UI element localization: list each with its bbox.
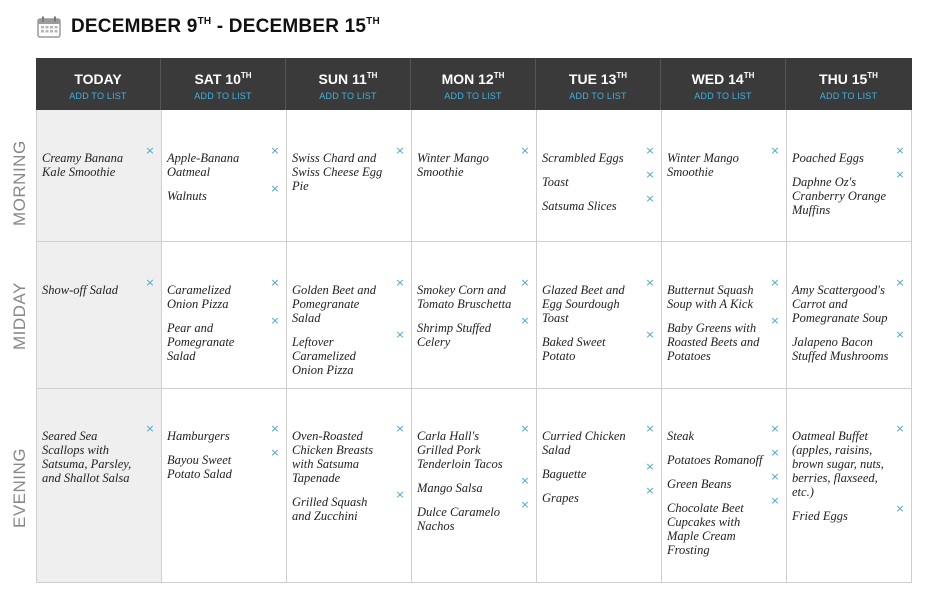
- title-sup-end: TH: [366, 16, 380, 27]
- page-title: [71, 16, 380, 38]
- remove-icon[interactable]: ×: [645, 484, 655, 497]
- meal-cell-morning: [412, 110, 537, 241]
- meal-item-label: Poached Eggs: [792, 151, 864, 165]
- meal-item[interactable]: [292, 328, 405, 377]
- remove-icon[interactable]: ×: [770, 470, 780, 483]
- meal-item-label: Leftover Caramelized Onion Pizza: [292, 335, 356, 377]
- remove-icon[interactable]: ×: [145, 144, 155, 157]
- remove-icon[interactable]: ×: [520, 144, 530, 157]
- calendar-icon: [37, 16, 61, 38]
- meal-cell-evening: [537, 389, 662, 582]
- remove-icon[interactable]: ×: [645, 144, 655, 157]
- title-start: DECEMBER 9: [71, 16, 198, 37]
- meal-item[interactable]: [792, 328, 905, 363]
- remove-icon[interactable]: ×: [270, 182, 280, 195]
- meal-item[interactable]: [417, 314, 530, 349]
- meal-item-label: Golden Beet and Pomegranate Salad: [292, 283, 377, 325]
- meal-item[interactable]: [667, 422, 780, 443]
- meal-item-label: Amy Scattergood's Carrot and Pomegranate Soup: [792, 283, 888, 325]
- meal-item-label: Caramelized Onion Pizza: [167, 283, 231, 311]
- remove-icon[interactable]: ×: [395, 144, 405, 157]
- meal-item-label: Smokey Corn and Tomato Bruschetta: [417, 283, 512, 311]
- meal-grid: [36, 110, 912, 583]
- meal-item[interactable]: [542, 484, 655, 505]
- day-name-text: SUN 11: [318, 71, 367, 87]
- meal-cell-morning: [162, 110, 287, 241]
- day-name: [36, 68, 160, 87]
- meal-item-label: Grilled Squash and Zucchini: [292, 495, 368, 523]
- meal-item-label: Butternut Squash Soup with A Kick: [667, 283, 754, 311]
- remove-icon[interactable]: ×: [895, 168, 905, 181]
- remove-icon[interactable]: ×: [770, 276, 780, 289]
- remove-icon[interactable]: ×: [395, 488, 405, 501]
- meal-item[interactable]: [292, 276, 405, 325]
- meal-item[interactable]: [167, 314, 280, 363]
- meal-item-label: Jalapeno Bacon Stuffed Mushrooms: [792, 335, 889, 363]
- remove-icon[interactable]: ×: [395, 328, 405, 341]
- remove-icon[interactable]: ×: [145, 422, 155, 435]
- day-name: [786, 68, 911, 87]
- meal-item[interactable]: [417, 276, 530, 311]
- day-header: [536, 58, 661, 110]
- meal-cell-evening: [787, 389, 912, 582]
- meal-row-morning: [37, 110, 912, 241]
- meal-item[interactable]: [542, 192, 655, 213]
- meal-item-label: Baked Sweet Potato: [542, 335, 606, 363]
- remove-icon[interactable]: ×: [770, 422, 780, 435]
- remove-icon[interactable]: ×: [270, 446, 280, 459]
- remove-icon[interactable]: ×: [520, 474, 530, 487]
- meal-item[interactable]: [292, 422, 405, 485]
- title-sup-start: TH: [197, 16, 212, 27]
- title-end: - DECEMBER 15: [211, 16, 367, 37]
- meal-item-label: Winter Mango Smoothie: [417, 151, 489, 179]
- remove-icon[interactable]: ×: [895, 144, 905, 157]
- meal-item[interactable]: [667, 494, 780, 557]
- day-name: [161, 68, 285, 87]
- meal-row-evening: [37, 388, 912, 582]
- meal-item-label: Carla Hall's Grilled Pork Tenderloin Tacos: [417, 429, 503, 471]
- meal-item-label: Steak: [667, 429, 695, 443]
- meal-item[interactable]: [667, 314, 780, 363]
- remove-icon[interactable]: ×: [270, 314, 280, 327]
- day-header: [161, 58, 286, 110]
- meal-cell-midday: [412, 242, 537, 388]
- add-to-list-link[interactable]: ADD TO LIST: [194, 91, 252, 101]
- remove-icon[interactable]: ×: [770, 494, 780, 507]
- meal-item-label: Winter Mango Smoothie: [667, 151, 739, 179]
- row-label-evening: EVENING: [10, 447, 29, 528]
- meal-item-label: Seared Sea Scallops with Satsuma, Parsley, and Shallot Salsa: [42, 429, 132, 485]
- meal-item[interactable]: [417, 422, 530, 471]
- meal-item[interactable]: [542, 328, 655, 363]
- add-to-list-link[interactable]: ADD TO LIST: [694, 91, 752, 101]
- remove-icon[interactable]: ×: [520, 498, 530, 511]
- meal-cell-morning: [662, 110, 787, 241]
- meal-item[interactable]: [792, 144, 905, 165]
- day-header: [661, 58, 786, 110]
- day-name-suffix: TH: [616, 71, 628, 80]
- day-header: [286, 58, 411, 110]
- meal-item[interactable]: [792, 276, 905, 325]
- meal-item[interactable]: [542, 144, 655, 165]
- remove-icon[interactable]: ×: [645, 422, 655, 435]
- day-name-suffix: TH: [867, 71, 878, 80]
- day-name-text: THU 15: [819, 71, 868, 87]
- remove-icon[interactable]: ×: [395, 276, 405, 289]
- meal-item-label: Curried Chicken Salad: [542, 429, 626, 457]
- meal-item[interactable]: [42, 422, 155, 485]
- meal-item-label: Pear and Pomegranate Salad: [167, 321, 235, 363]
- day-name-suffix: TH: [493, 71, 505, 80]
- meal-item[interactable]: [667, 470, 780, 491]
- meal-cell-morning: [287, 110, 412, 241]
- meal-item[interactable]: [292, 144, 405, 193]
- row-label-morning: MORNING: [10, 140, 29, 226]
- meal-item-label: Creamy Banana Kale Smoothie: [42, 151, 124, 179]
- day-name-suffix: TH: [240, 71, 252, 80]
- meal-item[interactable]: [667, 144, 780, 179]
- meal-cell-midday: [287, 242, 412, 388]
- day-name-suffix: TH: [366, 71, 378, 80]
- meal-item-label: Mango Salsa: [417, 481, 483, 495]
- add-to-list-link[interactable]: ADD TO LIST: [569, 91, 627, 101]
- remove-icon[interactable]: ×: [520, 276, 530, 289]
- remove-icon[interactable]: ×: [645, 168, 655, 181]
- meal-item[interactable]: [417, 474, 530, 495]
- meal-cell-midday: [787, 242, 912, 388]
- remove-icon[interactable]: ×: [895, 328, 905, 341]
- meal-item[interactable]: [667, 446, 780, 467]
- day-header: [36, 58, 161, 110]
- meal-cell-midday: [37, 242, 162, 388]
- meal-item-label: Baby Greens with Roasted Beets and Potatoes: [667, 321, 760, 363]
- meal-item[interactable]: [542, 460, 655, 481]
- meal-cell-evening: [662, 389, 787, 582]
- meal-item-label: Hamburgers: [167, 429, 230, 443]
- meal-planner: [36, 58, 912, 583]
- day-header: [411, 58, 536, 110]
- meal-item[interactable]: [542, 168, 655, 189]
- day-name-text: MON 12: [441, 71, 494, 87]
- remove-icon[interactable]: ×: [895, 502, 905, 515]
- meal-item-label: Shrimp Stuffed Celery: [417, 321, 491, 349]
- remove-icon[interactable]: ×: [770, 446, 780, 459]
- day-name: [536, 68, 660, 87]
- meal-item[interactable]: [167, 144, 280, 179]
- add-to-list-link[interactable]: ADD TO LIST: [819, 91, 878, 101]
- remove-icon[interactable]: ×: [270, 276, 280, 289]
- meal-cell-evening: [412, 389, 537, 582]
- meal-item-label: Satsuma Slices: [542, 199, 617, 213]
- remove-icon[interactable]: ×: [270, 144, 280, 157]
- remove-icon[interactable]: ×: [395, 422, 405, 435]
- meal-item-label: Show-off Salad: [42, 283, 119, 297]
- meal-item-label: Oven-Roasted Chicken Breasts with Satsuma Tapenade: [292, 429, 374, 485]
- row-label-midday: MIDDAY: [10, 282, 29, 350]
- meal-item-label: Glazed Beet and Egg Sourdough Toast: [542, 283, 625, 325]
- day-header-row: [36, 58, 912, 110]
- meal-item[interactable]: [417, 144, 530, 179]
- day-name: [661, 68, 785, 87]
- remove-icon[interactable]: ×: [645, 328, 655, 341]
- day-name: [411, 68, 535, 87]
- meal-item-label: Bayou Sweet Potato Salad: [167, 453, 232, 481]
- remove-icon[interactable]: ×: [895, 276, 905, 289]
- meal-item[interactable]: [167, 446, 280, 481]
- meal-item[interactable]: [42, 144, 155, 179]
- meal-item[interactable]: [167, 422, 280, 443]
- remove-icon[interactable]: ×: [645, 460, 655, 473]
- add-to-list-link[interactable]: ADD TO LIST: [444, 91, 502, 101]
- meal-cell-evening: [162, 389, 287, 582]
- remove-icon[interactable]: ×: [145, 276, 155, 289]
- meal-item[interactable]: [792, 168, 905, 217]
- meal-item-label: Dulce Caramelo Nachos: [417, 505, 500, 533]
- day-name-text: TUE 13: [568, 71, 617, 87]
- meal-item[interactable]: [167, 276, 280, 311]
- meal-item-label: Chocolate Beet Cupcakes with Maple Cream Frosting: [667, 501, 744, 557]
- day-header: [786, 58, 911, 110]
- meal-item[interactable]: [792, 422, 905, 499]
- meal-cell-evening: [37, 389, 162, 582]
- day-name-suffix: TH: [743, 71, 755, 80]
- meal-cell-evening: [287, 389, 412, 582]
- meal-item-label: Green Beans: [667, 477, 732, 491]
- meal-item[interactable]: [792, 502, 905, 523]
- day-name-text: WED 14: [691, 71, 744, 87]
- remove-icon[interactable]: ×: [770, 314, 780, 327]
- add-to-list-link[interactable]: ADD TO LIST: [319, 91, 377, 101]
- remove-icon[interactable]: ×: [520, 314, 530, 327]
- add-to-list-link[interactable]: ADD TO LIST: [69, 91, 127, 101]
- meal-item-label: Swiss Chard and Swiss Cheese Egg Pie: [292, 151, 383, 193]
- day-name-text: TODAY: [74, 71, 122, 87]
- remove-icon[interactable]: ×: [770, 144, 780, 157]
- meal-item-label: Scrambled Eggs: [542, 151, 624, 165]
- meal-item-label: Apple-Banana Oatmeal: [167, 151, 240, 179]
- meal-item-label: Potatoes Romanoff: [667, 453, 763, 467]
- meal-cell-morning: [787, 110, 912, 241]
- meal-item-label: Toast: [542, 175, 569, 189]
- meal-cell-midday: [162, 242, 287, 388]
- meal-item-label: Baguette: [542, 467, 587, 481]
- meal-item[interactable]: [417, 498, 530, 533]
- page-header: [37, 12, 380, 42]
- meal-cell-morning: [537, 110, 662, 241]
- meal-row-midday: [37, 241, 912, 388]
- day-name: [286, 68, 410, 87]
- remove-icon[interactable]: ×: [645, 192, 655, 205]
- meal-item-label: Daphne Oz's Cranberry Orange Muffins: [792, 175, 887, 217]
- meal-item[interactable]: [167, 182, 280, 203]
- meal-item[interactable]: [667, 276, 780, 311]
- meal-item-label: Grapes: [542, 491, 579, 505]
- meal-cell-midday: [537, 242, 662, 388]
- meal-item[interactable]: [42, 276, 155, 297]
- meal-item[interactable]: [542, 276, 655, 325]
- meal-item-label: Fried Eggs: [792, 509, 848, 523]
- meal-item[interactable]: [542, 422, 655, 457]
- remove-icon[interactable]: ×: [270, 422, 280, 435]
- remove-icon[interactable]: ×: [645, 276, 655, 289]
- remove-icon[interactable]: ×: [895, 422, 905, 435]
- meal-cell-morning: [37, 110, 162, 241]
- meal-item-label: Oatmeal Buffet (apples, raisins, brown sugar, nuts, berries, flaxseed, etc.): [792, 429, 884, 499]
- meal-item[interactable]: [292, 488, 405, 523]
- day-name-text: SAT 10: [194, 71, 241, 87]
- meal-cell-midday: [662, 242, 787, 388]
- remove-icon[interactable]: ×: [520, 422, 530, 435]
- meal-item-label: Walnuts: [167, 189, 207, 203]
